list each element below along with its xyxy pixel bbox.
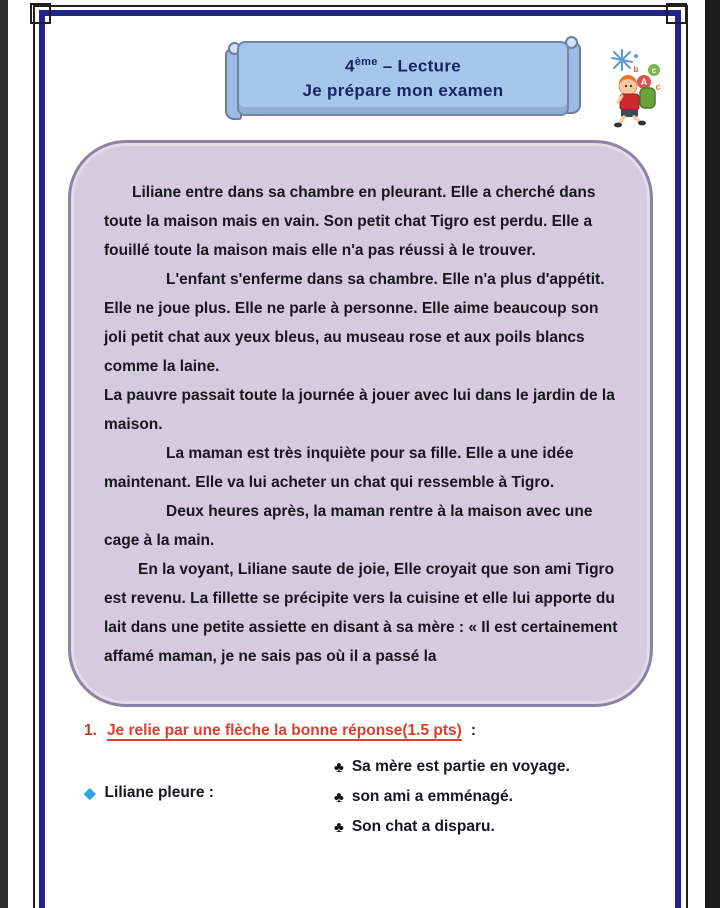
matching-option-2[interactable]: [334, 782, 570, 812]
passage-paragraph: L'enfant s'enferme dans sa chambre. Elle n'a plus d'appétit. Elle ne joue plus. Elle ne parle à personne. Elle aime beaucoup son joli petit chat aux yeux bleus, au museau rose et aux poils blancs comme la laine.: [104, 271, 605, 375]
matching-option-label: Sa mère est partie en voyage.: [351, 758, 570, 775]
club-bullet-icon: ♣: [334, 758, 344, 776]
matching-option-label: son ami a emménagé.: [351, 788, 513, 805]
matching-options: [334, 752, 570, 842]
passage-paragraph: La maman est très inquiète pour sa fille. Elle a une idée maintenant. Elle va lui acheter un chat qui ressemble à Tigro.: [104, 445, 574, 491]
question-colon: :: [470, 722, 476, 739]
svg-text:A: A: [640, 77, 648, 87]
passage-paragraph: Liliane entre dans sa chambre en pleurant. Elle a cherché dans toute la maison mais en vain. Son petit chat Tigro est perdu. Elle a fouillé toute la maison mais elle n'a pas réussi à le trouver.: [104, 184, 596, 259]
club-bullet-icon: ♣: [334, 788, 344, 806]
question-label: Je relie par une flèche la bonne réponse(1.5 pts): [106, 722, 462, 739]
banner-body: [237, 41, 569, 116]
photo-edge-right: [705, 0, 720, 908]
diamond-bullet-icon: ◆: [84, 785, 96, 802]
matching-option-label: Son chat a disparu.: [351, 818, 495, 835]
club-bullet-icon: ♣: [334, 818, 344, 836]
passage-paragraph: La pauvre passait toute la journée à jouer avec lui dans le jardin de la maison.: [104, 387, 615, 433]
question-1: [84, 722, 476, 740]
passage-paragraph: Deux heures après, la maman rentre à la maison avec une cage à la main.: [104, 503, 593, 549]
svg-text:c: c: [651, 66, 657, 75]
border-corner-decoration-right: [666, 3, 687, 24]
matching-option-3[interactable]: [334, 812, 570, 842]
grade-superscript: ème: [354, 56, 378, 69]
question-number: 1.: [84, 722, 97, 739]
star-doodle-icon: [612, 50, 632, 70]
matching-option-1[interactable]: [334, 752, 570, 782]
schoolboy-clipart: [606, 42, 672, 128]
title-banner: [224, 34, 582, 126]
passage-paragraph: En la voyant, Liliane saute de joie, Elle croyait que son ami Tigro est revenu. La fillette se précipite vers la cuisine et elle lui apporte du lait dans une petite assiette en disant à sa mère : « Il est certainement affamé maman, je ne sais pas où il a passé la: [104, 561, 618, 665]
banner-title: 4ème – Lecture: [345, 56, 461, 76]
photo-edge-left: [0, 0, 8, 908]
reading-passage-text: [71, 143, 650, 671]
matching-left-item[interactable]: [84, 784, 214, 802]
banner-subtitle: Je prépare mon examen: [302, 80, 504, 100]
svg-text:b: b: [633, 65, 639, 74]
svg-text:c: c: [655, 82, 661, 92]
border-corner-decoration-left: [30, 3, 51, 24]
matching-left-label: Liliane pleure :: [104, 784, 214, 801]
reading-passage-box: [68, 140, 653, 707]
